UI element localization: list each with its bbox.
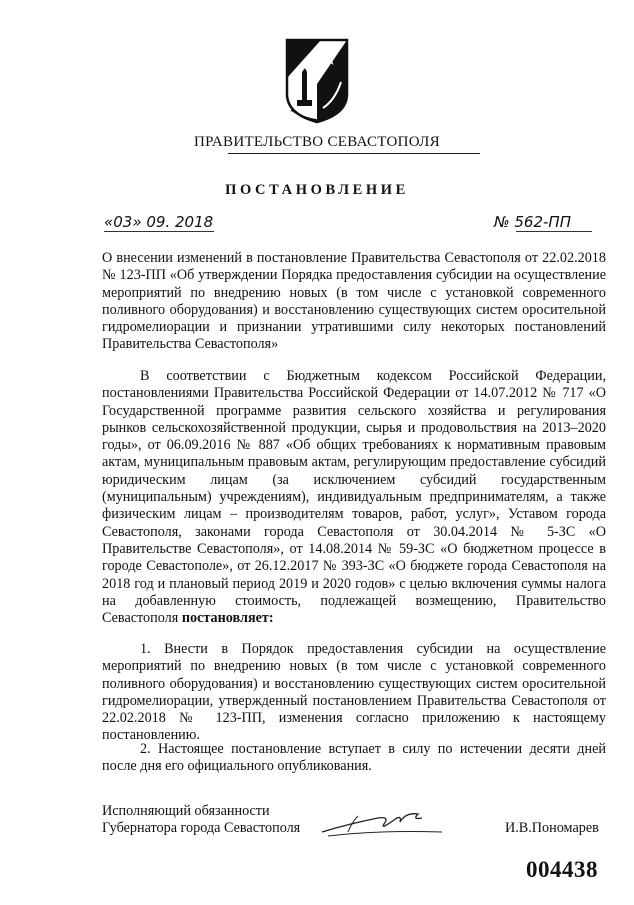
resolution-item-2: 2. Настоящее постановление вступает в силу по истечении десяти дней после дня его официального опубликования.: [102, 741, 606, 775]
signatory-position-line-1: Исполняющий обязанности: [102, 803, 270, 819]
date-underline: [104, 231, 214, 232]
handwritten-signature: [318, 802, 458, 842]
document-date: «03» 09. 2018: [104, 213, 214, 231]
document-title: О внесении изменений в постановление Правительства Севастополя от 22.02.2018 № 123-ПП «Об утверждении Порядка предоставления субсидии на осуществление мероприятий по внедрению новых (в том числе с установкой современного поливного оборудования) и восстановлению существующих систем оросительной гидромелиорации и признании утратившими силу некоторых постановлений Правительства Севастополя»: [102, 250, 606, 353]
signatory-position: [102, 803, 300, 838]
resolves-word: постановляет:: [181, 610, 274, 627]
serial-number: 004438: [526, 857, 598, 882]
document-type: ПОСТАНОВЛЕНИЕ: [225, 182, 409, 198]
organization-name: ПРАВИТЕЛЬСТВО СЕВАСТОПОЛЯ: [194, 134, 440, 150]
number-underline: [516, 231, 592, 232]
resolution-item-1: 1. Внести в Порядок предоставления субсидии на осуществление мероприятий по внедрению новых (в том числе с установкой современного поливного оборудования) и восстановлению существующих систем оросительной гидромелиорации, утвержденный постановлением Правительства Севастополя от 22.02.2018 № 123-ПП, изменения согласно приложению к настоящему постановлению.: [102, 641, 606, 744]
sevastopol-coat-of-arms-icon: [283, 38, 351, 124]
signatory-name: И.В.Пономарев: [505, 820, 599, 836]
signatory-position-line-2: Губернатора города Севастополя: [102, 820, 301, 837]
preamble-paragraph: [102, 368, 606, 627]
document-number: № 562-ПП: [494, 213, 571, 231]
header-divider: [228, 153, 480, 154]
preamble-text: В соответствии с Бюджетным кодексом Российской Федерации, постановлениями Правительства Российской Федерации от 14.07.2012 № 717 «О Государственной программе развития сельского хозяйства и регулирования рынков сельскохозяйственной продукции, сырья и продовольствия на 2013–2020 годы», от 06.09.2016 № 887 «Об общих требованиях к нормативным правовым актам, муниципальным правовым актам, регулирующим предоставление субсидий юридическим лицам (за исключением субсидий государственным (муниципальным) учреждениям), индивидуальным предпринимателям, а также физическим лицам – производителям товаров, работ, услуг», Уставом города Севастополя, законами города Севастополя от 30.04.2014 № 5-ЗС «О Правительстве Севастополя», от 14.08.2014 № 59-ЗС «О бюджетном процессе в городе Севастополе», от 26.12.2017 № 393-ЗС «О бюджете города Севастополя на 2018 год и плановый период 2019 и 2020 годов» с целью включения суммы налога на добавленную стоимость, подлежащей возмещению, Правительство Севастополя: [102, 368, 606, 627]
